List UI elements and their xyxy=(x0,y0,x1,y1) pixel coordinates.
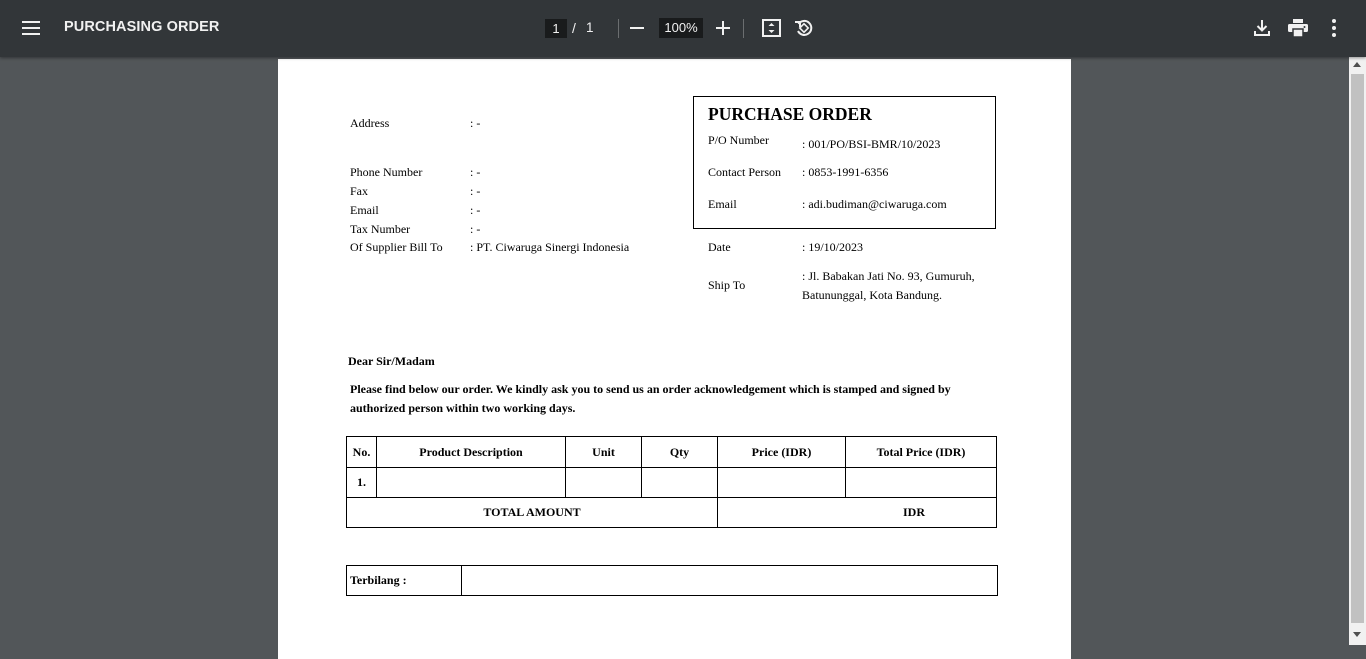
order-items-table xyxy=(346,436,997,528)
toolbar-divider xyxy=(618,19,619,38)
date-value: : 19/10/2023 xyxy=(802,240,864,254)
ship-to-label: Ship To xyxy=(708,278,746,292)
bill-to-value: : PT. Ciwaruga Sinergi Indonesia xyxy=(470,240,630,254)
table-cell xyxy=(642,468,718,498)
po-email-label: Email xyxy=(708,197,737,211)
letter-body-line1: Please find below our order. We kindly ask you to send us an order acknowledgement which is stamped and signed by xyxy=(350,382,951,396)
table-cell: 1. xyxy=(347,468,377,498)
table-cell xyxy=(718,468,846,498)
pdf-page xyxy=(278,59,1071,659)
table-cell xyxy=(566,468,642,498)
menu-icon[interactable] xyxy=(22,20,40,36)
total-row xyxy=(347,498,997,528)
contact-person-value: : 0853-1991-6356 xyxy=(802,165,889,179)
email-label: Email xyxy=(350,203,379,217)
table-cell xyxy=(377,468,566,498)
fax-label: Fax xyxy=(350,184,368,198)
purchase-order-title: PURCHASE ORDER xyxy=(708,104,872,124)
bill-to-label: Of Supplier Bill To xyxy=(350,240,443,254)
scrollbar-thumb[interactable] xyxy=(1351,74,1364,623)
po-number-value: : 001/PO/BSI-BMR/10/2023 xyxy=(802,137,941,151)
po-number-label: P/O Number xyxy=(708,133,769,147)
table-header-row xyxy=(347,437,997,468)
contact-person-label: Contact Person xyxy=(708,165,781,179)
column-header: Product Description xyxy=(377,437,566,468)
zoom-out-icon[interactable] xyxy=(630,27,644,29)
table-cell xyxy=(846,468,997,498)
column-header: No. xyxy=(347,437,377,468)
toolbar-divider xyxy=(743,19,744,38)
zoom-in-icon[interactable] xyxy=(716,21,730,35)
vertical-scrollbar[interactable] xyxy=(1349,57,1366,645)
address-value: : - xyxy=(470,116,481,130)
fit-page-icon[interactable] xyxy=(762,19,781,37)
rotate-icon[interactable] xyxy=(794,18,814,38)
pdf-toolbar xyxy=(0,0,1366,57)
fax-value: : - xyxy=(470,184,481,198)
address-label: Address xyxy=(350,116,390,130)
total-amount-label: TOTAL AMOUNT xyxy=(347,498,718,528)
page-number-input[interactable]: 1 xyxy=(545,19,567,38)
document-title: PURCHASING ORDER xyxy=(64,19,220,35)
phone-label: Phone Number xyxy=(350,165,423,179)
zoom-level-input[interactable]: 100% xyxy=(659,18,703,38)
column-header: Total Price (IDR) xyxy=(846,437,997,468)
terbilang-value xyxy=(462,566,998,596)
column-header: Price (IDR) xyxy=(718,437,846,468)
total-amount-currency: IDR xyxy=(718,498,997,528)
scroll-up-arrow-icon[interactable] xyxy=(1353,62,1361,67)
ship-to-line1: : Jl. Babakan Jati No. 93, Gumuruh, xyxy=(802,269,975,283)
scroll-down-arrow-icon[interactable] xyxy=(1353,632,1361,637)
column-header: Unit xyxy=(566,437,642,468)
date-label: Date xyxy=(708,240,731,254)
more-icon[interactable] xyxy=(1331,19,1337,37)
ship-to-line2: Batununggal, Kota Bandung. xyxy=(802,288,942,302)
terbilang-label: Terbilang : xyxy=(347,566,462,596)
greeting: Dear Sir/Madam xyxy=(348,354,435,368)
column-header: Qty xyxy=(642,437,718,468)
tax-number-label: Tax Number xyxy=(350,222,411,236)
page-total: 1 xyxy=(586,20,594,35)
letter-body-line2: authorized person within two working days. xyxy=(350,401,576,415)
phone-value: : - xyxy=(470,165,481,179)
download-icon[interactable] xyxy=(1254,19,1270,37)
tax-number-value: : - xyxy=(470,222,481,236)
print-icon[interactable] xyxy=(1288,19,1308,37)
table-row xyxy=(347,468,997,498)
email-value: : - xyxy=(470,203,481,217)
po-email-value: : adi.budiman@ciwaruga.com xyxy=(802,197,947,211)
page-separator: / xyxy=(572,20,576,36)
terbilang-table xyxy=(346,565,998,596)
